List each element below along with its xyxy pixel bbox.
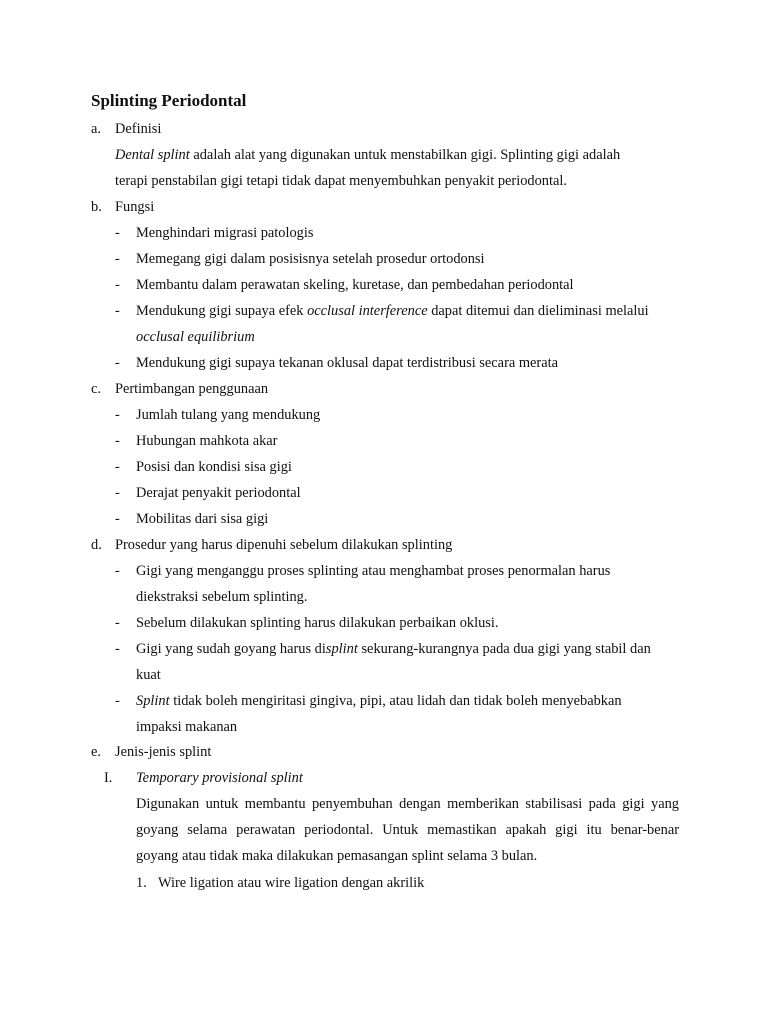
pertimbangan-item-3: Posisi dan kondisi sisa gigi xyxy=(136,459,292,475)
temporary-paragraph-line-2: goyang selama perawatan periodontal. Untuk memastikan apakah gigi itu benar-benar xyxy=(136,822,679,838)
pertimbangan-item-5: Mobilitas dari sisa gigi xyxy=(136,511,269,527)
pertimbangan-item-2: Hubungan mahkota akar xyxy=(136,433,278,449)
splint-term: Splint xyxy=(136,693,170,709)
bullet-dash: - xyxy=(115,225,120,241)
occlusal-equilibrium-term: occlusal equilibrium xyxy=(136,329,255,345)
definisi-paragraph-line-2: terapi penstabilan gigi tetapi tidak dapat menyembuhkan penyakit periodontal. xyxy=(115,173,567,189)
prosedur-item-1: Gigi yang menganggu proses splinting atau menghambat proses penormalan harus xyxy=(136,563,611,579)
fungsi-item-4-pre: Mendukung gigi supaya efek xyxy=(136,303,308,319)
bullet-dash: - xyxy=(115,433,120,449)
prosedur-item-3 xyxy=(136,639,651,659)
list-marker-d: d. xyxy=(91,537,102,553)
heading-prosedur: Prosedur yang harus dipenuhi sebelum dilakukan splinting xyxy=(115,537,453,553)
bullet-dash: - xyxy=(115,407,120,423)
bullet-dash: - xyxy=(115,693,120,709)
bullet-dash: - xyxy=(115,251,120,267)
heading-pertimbangan: Pertimbangan penggunaan xyxy=(115,381,269,397)
temporary-paragraph-line-1: Digunakan untuk membantu penyembuhan dengan memberikan stabilisasi pada gigi yang xyxy=(136,796,679,812)
subheading-temporary-splint xyxy=(136,768,303,788)
definisi-line-1-text: adalah alat yang digunakan untuk menstabilkan gigi. Splinting gigi adalah xyxy=(189,147,621,163)
fungsi-item-2: Memegang gigi dalam posisisnya setelah prosedur ortodonsi xyxy=(136,251,485,267)
splint-term: splint xyxy=(325,641,358,657)
prosedur-item-3-line-2: kuat xyxy=(136,667,161,683)
bullet-dash: - xyxy=(115,277,120,293)
bullet-dash: - xyxy=(115,303,120,319)
prosedur-item-2: Sebelum dilakukan splinting harus dilakukan perbaikan oklusi. xyxy=(136,615,499,631)
bullet-dash: - xyxy=(115,511,120,527)
bullet-dash: - xyxy=(115,641,120,657)
pertimbangan-item-1: Jumlah tulang yang mendukung xyxy=(136,407,321,423)
fungsi-item-4 xyxy=(136,301,649,321)
bullet-dash: - xyxy=(115,563,120,579)
list-marker-b: b. xyxy=(91,199,102,215)
heading-jenis-splint: Jenis-jenis splint xyxy=(115,744,212,760)
prosedur-item-3-pre: Gigi yang sudah goyang harus di xyxy=(136,641,326,657)
fungsi-item-4-post: dapat ditemui dan dieliminasi melalui xyxy=(427,303,649,319)
heading-fungsi: Fungsi xyxy=(115,199,155,215)
heading-definisi: Definisi xyxy=(115,121,162,137)
numbered-marker-1: 1. xyxy=(136,875,147,891)
fungsi-item-1: Menghindari migrasi patologis xyxy=(136,225,314,241)
document-title: Splinting Periodontal xyxy=(91,91,247,110)
pertimbangan-item-4: Derajat penyakit periodontal xyxy=(136,485,301,501)
dental-splint-term: Dental splint xyxy=(115,147,190,163)
prosedur-item-4-line-2: impaksi makanan xyxy=(136,719,238,735)
fungsi-item-3: Membantu dalam perawatan skeling, kuretase, dan pembedahan periodontal xyxy=(136,277,574,293)
bullet-dash: - xyxy=(115,485,120,501)
bullet-dash: - xyxy=(115,615,120,631)
prosedur-item-3-post: sekurang-kurangnya pada dua gigi yang stabil dan xyxy=(357,641,651,657)
prosedur-item-1-line-2: diekstraksi sebelum splinting. xyxy=(136,589,308,605)
temporary-paragraph-line-3: goyang atau tidak maka dilakukan pemasangan splint selama 3 bulan. xyxy=(136,848,538,864)
fungsi-item-4-line-2 xyxy=(136,327,255,347)
list-marker-c: c. xyxy=(91,381,101,397)
prosedur-item-4 xyxy=(136,691,622,711)
prosedur-item-4-rest: tidak boleh mengiritasi gingiva, pipi, atau lidah dan tidak boleh menyebabkan xyxy=(169,693,622,709)
numbered-item-1: Wire ligation atau wire ligation dengan akrilik xyxy=(158,875,425,891)
definisi-paragraph-line-1 xyxy=(115,145,620,165)
bullet-dash: - xyxy=(115,355,120,371)
bullet-dash: - xyxy=(115,459,120,475)
list-marker-e: e. xyxy=(91,744,101,760)
temporary-splint-term: Temporary provisional splint xyxy=(136,770,303,786)
occlusal-interference-term: occlusal interference xyxy=(307,303,428,319)
list-marker-a: a. xyxy=(91,121,101,137)
fungsi-item-5: Mendukung gigi supaya tekanan oklusal dapat terdistribusi secara merata xyxy=(136,355,558,371)
roman-marker-1: I. xyxy=(104,770,113,786)
